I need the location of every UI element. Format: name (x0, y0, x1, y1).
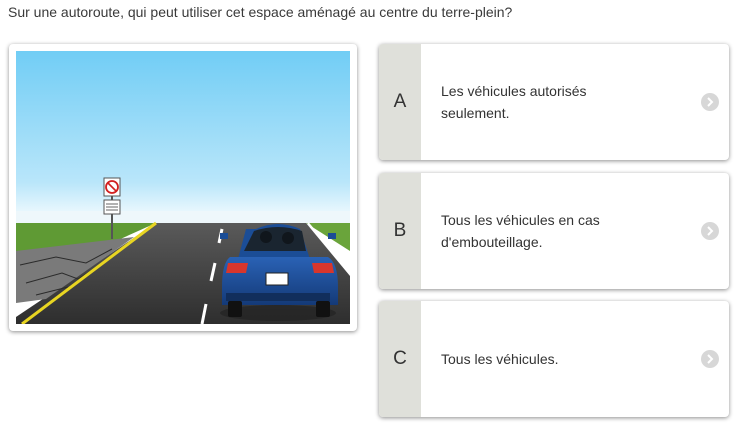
no-u-turn-sign-icon (104, 178, 120, 214)
highway-car-illustration (16, 51, 350, 324)
answer-option-b[interactable] (379, 173, 729, 289)
answer-letter: B (379, 173, 421, 289)
chevron-right-icon (701, 222, 719, 240)
chevron-right-icon (701, 93, 719, 111)
chevron-right-icon (701, 350, 719, 368)
answer-text: Les véhicules autorisés seulement. (441, 83, 587, 121)
answer-text: Tous les véhicules. (441, 351, 559, 367)
answer-letter: A (379, 44, 421, 160)
question-image-card (9, 44, 357, 331)
question-text: Sur une autoroute, qui peut utiliser cet espace aménagé au centre du terre-plein? (8, 4, 513, 20)
answer-option-a[interactable] (379, 44, 729, 160)
answer-option-c[interactable] (379, 301, 729, 417)
answer-letter: C (379, 301, 421, 417)
answer-text: Tous les véhicules en cas d'embouteillage. (441, 212, 600, 250)
